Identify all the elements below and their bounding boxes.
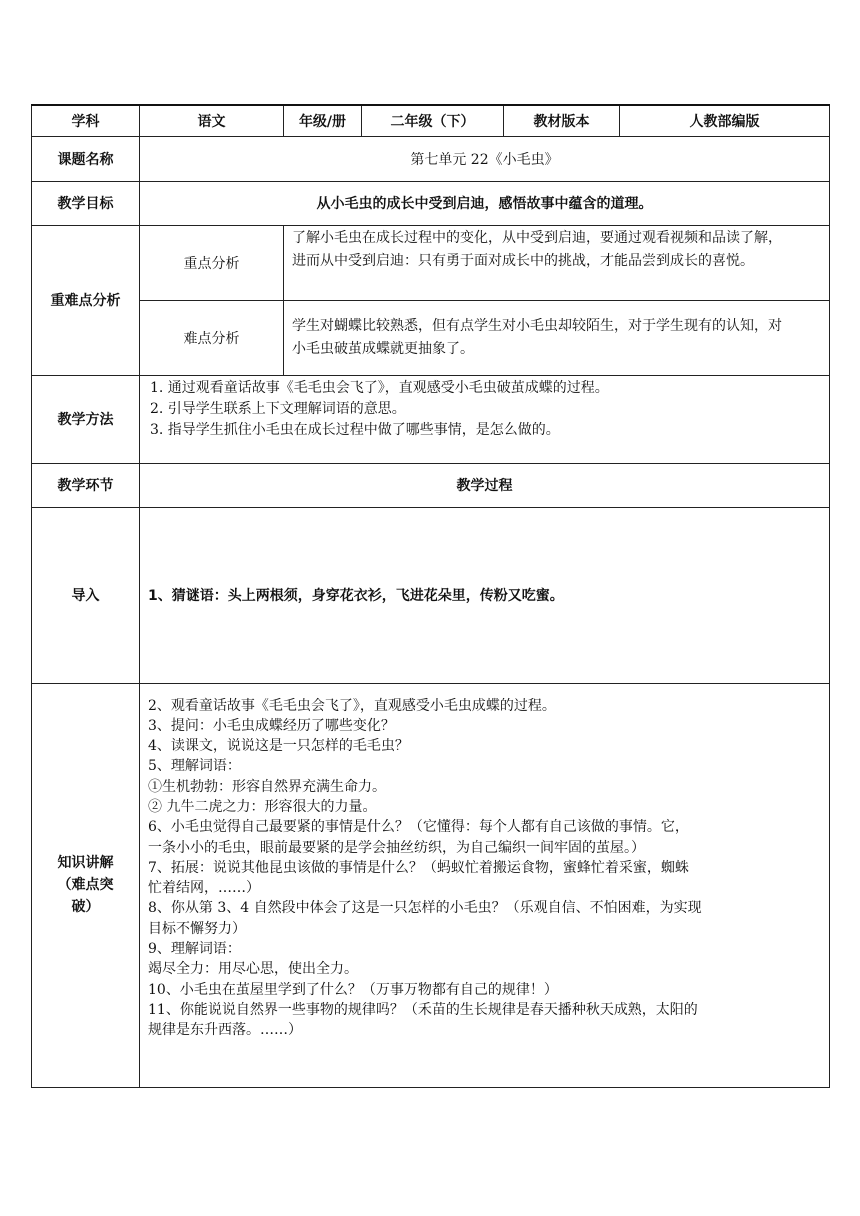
knowledge-line: 一条小小的毛虫，眼前最要紧的是学会抽丝纺织，为自己编织一间牢固的茧屋。） [148,839,645,856]
edition-value: 人教部编版 [620,105,830,136]
knowledge-label [32,683,140,1087]
intro-text: 1、猜谜语：头上两根须，身穿花衣衫，飞进花朵里，传粉又吃蜜。 [140,507,830,683]
knowledge-label-line-3: 破） [71,899,100,915]
knowledge-line: 7、拓展：说说其他昆虫该做的事情是什么？（蚂蚁忙着搬运食物，蜜蜂忙着采蜜，蜘蛛 [148,859,689,876]
subject-value: 语文 [140,105,284,136]
knowledge-line: 3、提问：小毛虫成蝶经历了哪些变化？ [148,717,395,734]
difficult-analysis-label: 难点分析 [140,300,284,375]
header-row [32,105,830,136]
grade-value: 二年级（下） [362,105,504,136]
key-analysis-row [32,225,830,300]
method-item-1: 1. 通过观看童话故事《毛毛虫会飞了》，直观感受小毛虫破茧成蝶的过程。 [150,379,609,396]
process-header-value: 教学过程 [140,463,830,507]
key-analysis-line-1: 了解小毛虫在成长过程中的变化，从中受到启迪，要通过观看视频和品读了解， [292,229,782,246]
knowledge-line: 5、理解词语： [148,758,241,775]
goal-label: 教学目标 [32,181,140,225]
difficult-analysis-row [32,300,830,375]
subject-label: 学科 [32,105,140,136]
goal-row [32,181,830,225]
title-label: 课题名称 [32,136,140,181]
knowledge-label-line-1: 知识讲解 [57,855,114,871]
knowledge-row [32,683,830,1087]
knowledge-line: 8、你从第 3、4 自然段中体会了这是一只怎样的小毛虫？（乐观自信、不怕困难，为实现 [148,900,702,917]
title-value: 第七单元 22《小毛虫》 [140,136,830,181]
knowledge-line: 6、小毛虫觉得自己最要紧的事情是什么？（它懂得：每个人都有自己该做的事情。它， [148,819,689,836]
knowledge-line: 目标不懈努力） [148,920,246,937]
knowledge-line: 竭尽全力：用尽心思，使出全力。 [148,961,358,978]
methods-row [32,375,830,463]
knowledge-line: 9、理解词语： [148,941,241,958]
knowledge-line: ② 九牛二虎之力：形容很大的力量。 [148,798,377,815]
difficult-analysis-text [284,300,830,375]
knowledge-line: 4、读课文，说说这是一只怎样的毛毛虫？ [148,738,409,755]
lesson-plan-table [31,104,830,1088]
key-analysis-line-2: 进而从中受到启迪：只有勇于面对成长中的挑战，才能品尝到成长的喜悦。 [292,252,754,269]
knowledge-line: 10、小毛虫在茧屋里学到了什么？（万事万物都有自己的规律！） [148,981,558,998]
difficult-analysis-line-2: 小毛虫破茧成蝶就更抽象了。 [292,340,474,357]
grade-label: 年级/册 [284,105,362,136]
edition-label: 教材版本 [504,105,620,136]
intro-row [32,507,830,683]
methods-label: 教学方法 [32,375,140,463]
knowledge-content [140,683,830,1087]
method-item-3: 3. 指导学生抓住小毛虫在成长过程中做了哪些事情，是怎么做的。 [150,421,560,438]
knowledge-line: ①生机勃勃：形容自然界充满生命力。 [148,778,386,795]
knowledge-line: 11、你能说说自然界一些事物的规律吗？（禾苗的生长规律是春天播种秋天成熟，太阳的 [148,1001,698,1018]
knowledge-line: 忙着结网，……） [148,880,260,897]
key-analysis-text [284,225,830,300]
process-header-row [32,463,830,507]
knowledge-line: 规律是东升西落。……） [148,1022,302,1039]
difficult-analysis-line-1: 学生对蝴蝶比较熟悉，但有点学生对小毛虫却较陌生，对于学生现有的认知，对 [292,317,782,334]
knowledge-label-line-2: （难点突 [57,877,114,893]
goal-value: 从小毛虫的成长中受到启迪，感悟故事中蕴含的道理。 [140,181,830,225]
intro-label: 导入 [32,507,140,683]
analysis-label: 重难点分析 [32,225,140,375]
methods-list [140,375,830,463]
method-item-2: 2. 引导学生联系上下文理解词语的意思。 [150,400,406,417]
key-analysis-label: 重点分析 [140,225,284,300]
process-header-label: 教学环节 [32,463,140,507]
knowledge-line: 2、观看童话故事《毛毛虫会飞了》，直观感受小毛虫成蝶的过程。 [148,697,556,714]
title-row [32,136,830,181]
